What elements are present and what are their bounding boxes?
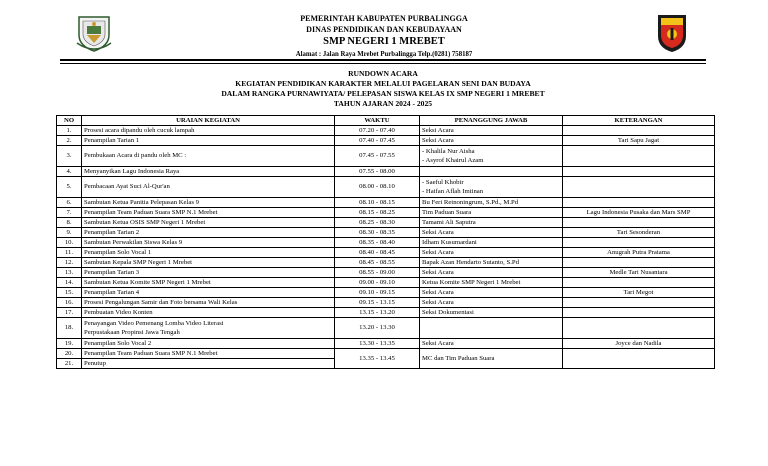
row-number: 4. [57,167,82,177]
activity-cell: Penampilan Solo Vocal 1 [82,248,335,258]
time-cell: 13.35 - 13.45 [335,349,420,369]
row-number: 2. [57,136,82,146]
note-cell [563,198,715,208]
rundown-table [56,115,715,369]
note-cell: Anugrah Putra Pratama [563,248,715,258]
letterhead-divider-thick [60,59,706,61]
table-row [57,298,715,308]
time-cell: 08.30 - 08.35 [335,228,420,238]
note-cell [563,146,715,167]
activity-cell: Menyanyikan Lagu Indonesia Raya [82,167,335,177]
note-cell [563,278,715,288]
person-in-charge-cell: Seksi Acara [420,339,563,349]
row-number: 16. [57,298,82,308]
person-in-charge-cell: Bapak Azan Hendarto Sutanto, S.Pd [420,258,563,268]
row-number: 19. [57,339,82,349]
time-cell: 08.55 - 09.00 [335,268,420,278]
table-row [57,318,715,339]
time-cell: 13.20 - 13.30 [335,318,420,339]
time-cell: 13.30 - 13.35 [335,339,420,349]
note-cell: Lagu Indonesia Pusaka dan Mars SMP [563,208,715,218]
school-name: SMP NEGERI 1 MREBET [323,36,445,47]
column-header-no: NO [57,116,82,126]
person-in-charge-cell: Seksi Acara [420,298,563,308]
table-row [57,177,715,198]
school-address: Alamat : Jalan Raya Mrebet Purbalingga Telp.(0281) 758187 [295,51,473,58]
person-in-charge-line: - Haifan Aflah Imtinan [422,188,484,195]
person-in-charge-cell [420,167,563,177]
row-number: 10. [57,238,82,248]
note-cell [563,349,715,369]
note-cell [563,218,715,228]
activity-cell: Sambutan Ketua OSIS SMP Negeri 1 Mrebet [82,218,335,228]
time-cell: 09.15 - 13.15 [335,298,420,308]
activity-cell: Pembukaan Acara di pandu oleh MC : [82,146,335,167]
activity-cell: Sambutan Perwakilan Siswa Kelas 9 [82,238,335,248]
row-number: 7. [57,208,82,218]
note-cell [563,318,715,339]
title-line-4: TAHUN AJARAN 2024 - 2025 [333,99,433,108]
person-in-charge-cell: Seksi Acara [420,126,563,136]
title-line-2: KEGIATAN PENDIDIKAN KARAKTER MELALUI PAGELARAN SENI DAN BUDAYA [235,79,531,88]
row-number: 9. [57,228,82,238]
column-header-waktu: WAKTU [335,116,420,126]
person-in-charge-cell: Seksi Acara [420,268,563,278]
table-row [57,288,715,298]
document-title [150,69,616,109]
activity-cell: Penampilan Tarian 1 [82,136,335,146]
note-cell [563,126,715,136]
activity-cell: Prosesi acara dipandu oleh cucuk lampah [82,126,335,136]
person-in-charge-cell: Idham Kusumardani [420,238,563,248]
row-number: 21. [57,359,82,369]
row-number: 1. [57,126,82,136]
person-in-charge-line: - Khalila Nur Aisha [422,148,475,155]
person-in-charge-line: - Asyrof Khairul Azam [422,157,484,164]
table-row [57,258,715,268]
table-row [57,126,715,136]
row-number: 5. [57,177,82,198]
activity-cell: Sambutan Kepala SMP Negeri 1 Mrebet [82,258,335,268]
table-row [57,308,715,318]
person-in-charge-cell: Tamami Ali Saputra [420,218,563,228]
row-number: 3. [57,146,82,167]
title-line-1: RUNDOWN ACARA [348,69,418,78]
person-in-charge-cell: Seksi Acara [420,288,563,298]
column-header-uraian: URAIAN KEGIATAN [82,116,335,126]
time-cell: 08.45 - 08.55 [335,258,420,268]
table-header-row [57,116,715,126]
person-in-charge-cell: Seksi Acara [420,136,563,146]
person-in-charge-cell: Seksi Acara [420,228,563,238]
note-cell [563,308,715,318]
note-cell: Tari Sesonderan [563,228,715,238]
note-cell [563,177,715,198]
activity-cell: Prosesi Pengalungan Samir dan Foto bersama Wali Kelas [82,298,335,308]
activity-cell: Penampilan Tarian 2 [82,228,335,238]
time-cell: 08.35 - 08.40 [335,238,420,248]
column-header-penanggung-jawab: PENANGGUNG JAWAB [420,116,563,126]
activity-cell [82,318,335,339]
time-cell: 07.55 - 08.00 [335,167,420,177]
table-row [57,218,715,228]
title-line-3: DALAM RANGKA PURNAWIYATA/ PELEPASAN SISWA KELAS IX SMP NEGERI 1 MREBET [221,89,545,98]
table-row [57,248,715,258]
time-cell: 09.10 - 09.15 [335,288,420,298]
note-cell: Medle Tari Nusantara [563,268,715,278]
activity-cell: Penampilan Team Paduan Suara SMP N.1 Mrebet [82,208,335,218]
activity-cell: Sambutan Ketua Komite SMP Negeri 1 Mrebet [82,278,335,288]
table-row [57,339,715,349]
activity-line: Penayangan Video Pemenang Lomba Video Literasi [84,320,224,327]
table-row [57,167,715,177]
row-number: 20. [57,349,82,359]
row-number: 6. [57,198,82,208]
person-in-charge-cell: Tim Paduan Suara [420,208,563,218]
activity-cell: Penutup [82,359,335,369]
table-row [57,238,715,248]
person-in-charge-cell [420,146,563,167]
person-in-charge-cell: Bu Feri Retnoningrum, S.Pd., M.Pd [420,198,563,208]
time-cell: 09.00 - 09.10 [335,278,420,288]
person-in-charge-cell: MC dan Tim Paduan Suara [420,349,563,369]
column-header-keterangan: KETERANGAN [563,116,715,126]
activity-cell: Penampilan Solo Vocal 2 [82,339,335,349]
activity-cell: Penampilan Tarian 4 [82,288,335,298]
time-cell: 07.40 - 07.45 [335,136,420,146]
person-in-charge-cell: Seksi Acara [420,248,563,258]
note-cell [563,258,715,268]
row-number: 12. [57,258,82,268]
letterhead [200,13,568,60]
table-row [57,278,715,288]
person-in-charge-cell [420,177,563,198]
note-cell: Joyce dan Nadila [563,339,715,349]
row-number: 13. [57,268,82,278]
note-cell: Tari Megot [563,288,715,298]
table-row [57,198,715,208]
agency-name: DINAS PENDIDIKAN DAN KEBUDAYAAN [306,25,462,34]
table-row [57,146,715,167]
activity-cell: Penampilan Tarian 3 [82,268,335,278]
note-cell [563,298,715,308]
activity-cell: Penampilan Team Paduan Suara SMP N.1 Mrebet [82,349,335,359]
row-number: 11. [57,248,82,258]
time-cell: 07.20 - 07.40 [335,126,420,136]
row-number: 15. [57,288,82,298]
person-in-charge-cell: Ketua Komite SMP Negeri 1 Mrebet [420,278,563,288]
time-cell: 13.15 - 13.20 [335,308,420,318]
note-cell [563,167,715,177]
table-row [57,349,715,359]
table-row [57,268,715,278]
activity-cell: Sambutan Ketua Panitia Pelepasan Kelas 9 [82,198,335,208]
time-cell: 08.25 - 08.30 [335,218,420,228]
person-in-charge-cell: Seksi Dokumentasi [420,308,563,318]
letterhead-divider-thin [60,63,706,64]
government-name: PEMERINTAH KABUPATEN PURBALINGGA [300,14,468,23]
row-number: 17. [57,308,82,318]
activity-line: Perpustakaan Propinsi Jawa Tengah [84,329,180,336]
time-cell: 08.00 - 08.10 [335,177,420,198]
activity-cell: Pembacaan Ayat Suci Al-Qur'an [82,177,335,198]
activity-cell: Pembuatan Video Konten [82,308,335,318]
purbalingga-emblem-logo [74,13,114,53]
row-number: 8. [57,218,82,228]
time-cell: 08.40 - 08.45 [335,248,420,258]
school-emblem-logo [655,12,689,54]
time-cell: 07.45 - 07.55 [335,146,420,167]
table-row [57,228,715,238]
time-cell: 08.15 - 08.25 [335,208,420,218]
person-in-charge-cell [420,318,563,339]
row-number: 14. [57,278,82,288]
note-cell [563,238,715,248]
person-in-charge-line: - Saeful Khobir [422,179,464,186]
note-cell: Tari Sapu Jagat [563,136,715,146]
table-row [57,208,715,218]
time-cell: 08.10 - 08.15 [335,198,420,208]
row-number: 18. [57,318,82,339]
table-row [57,136,715,146]
